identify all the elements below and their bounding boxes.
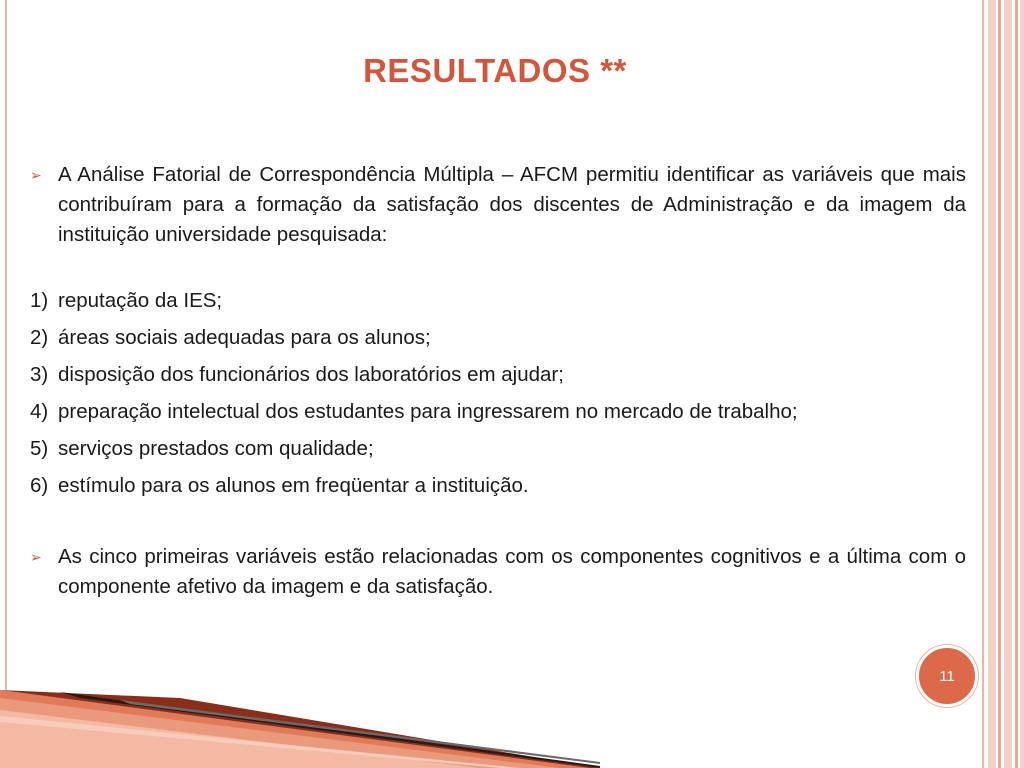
arrow-bullet-icon: ➢ [30,549,42,565]
list-item [30,471,966,501]
left-border-line [5,0,7,690]
page-number: 11 [939,667,955,685]
slide-title: RESULTADOS ** [363,52,627,89]
list-text: serviços prestados com qualidade; [58,437,374,460]
bullet-item [30,542,966,602]
list-number: 1) [30,289,49,312]
slide-body [30,160,966,602]
list-text: áreas sociais adequadas para os alunos; [58,326,431,349]
list-item [30,397,966,427]
bottom-swoosh-decoration [0,688,1024,768]
bullet-text: A Análise Fatorial de Correspondência Múltipla – AFCM permitiu identificar as variáveis que mais contribuíram para a formação da satisfação dos discentes de Administração e da imagem da instituição universidade pesquisada: [58,163,966,246]
list-number: 6) [30,474,49,497]
list-item [30,434,966,464]
arrow-bullet-icon: ➢ [30,167,42,183]
right-stripes-decoration [980,0,1024,768]
list-number: 4) [30,400,49,423]
list-number: 3) [30,363,49,386]
list-text: estímulo para os alunos em freqüentar a instituição. [58,474,529,497]
bullet-item [30,160,966,250]
list-number: 5) [30,437,49,460]
list-item [30,286,966,316]
bullet-text: As cinco primeiras variáveis estão relacionadas com os componentes cognitivos e a última com o componente afetivo da imagem e da satisfação. [58,545,966,598]
list-item [30,360,966,390]
list-text: disposição dos funcionários dos laboratórios em ajudar; [58,363,564,386]
list-text: reputação da IES; [58,289,223,312]
list-text: preparação intelectual dos estudantes para ingressarem no mercado de trabalho; [58,400,798,423]
list-number: 2) [30,326,49,349]
list-item [30,323,966,353]
